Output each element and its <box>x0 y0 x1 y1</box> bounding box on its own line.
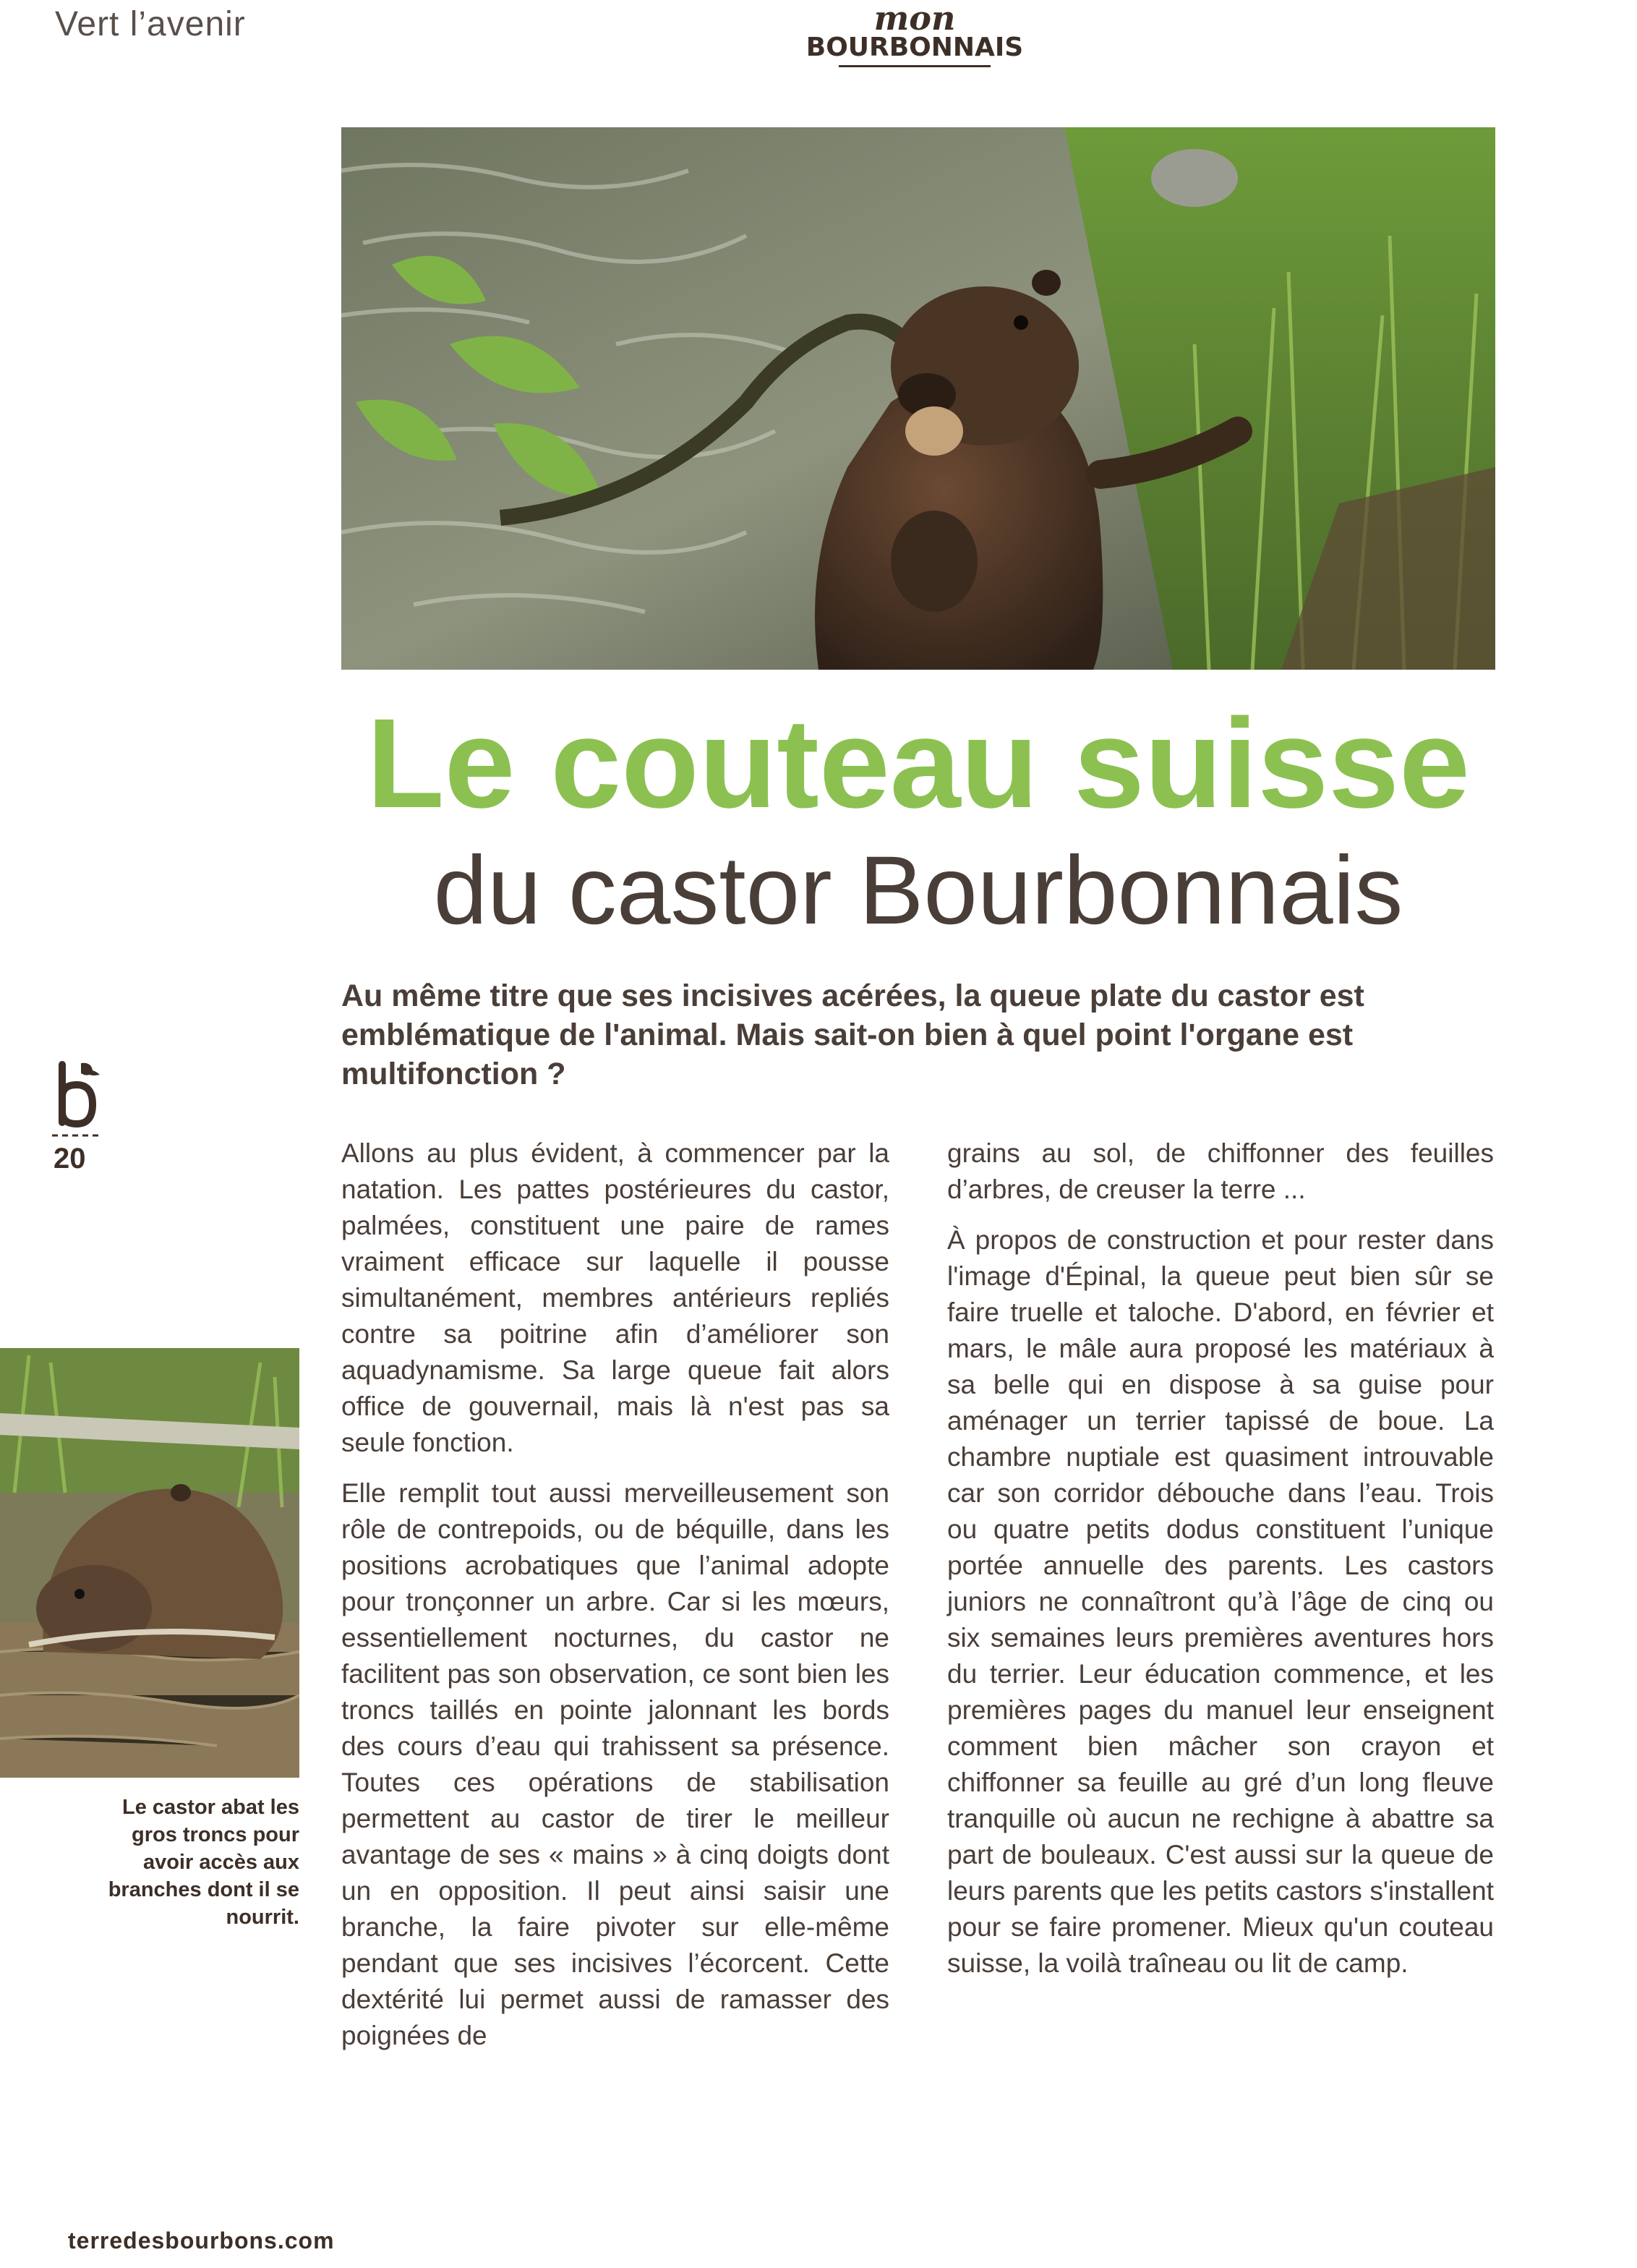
lead-paragraph: Au même titre que ses incisives acérées, la queue plate du castor est emblématique de l'animal. Mais sait-on bien à quel point l'organe est multifonction ? <box>341 979 1364 1091</box>
hero-beaver-illustration <box>341 127 1495 670</box>
body-paragraph: Allons au plus évident, à commencer par la natation. Les pattes postérieures du castor, palmées, constituent une paire de rames vraiment efficace sur laquelle il pousse simultanément, membres antérieurs repliés contre sa poitrine afin d’améliorer son aquadynamisme. Sa large queue fait alors office de gouvernail, mais là n'est pas sa seule fonction. <box>341 1138 889 1457</box>
magazine-logo <box>795 0 1034 67</box>
footer-website: terredesbourbons.com <box>68 2228 335 2254</box>
body-column-2 <box>947 1135 1494 1996</box>
section-label: Vert l’avenir <box>55 5 246 43</box>
brand-b-icon <box>48 1057 106 1137</box>
page-number: 20 <box>54 1143 86 1174</box>
body-paragraph: À propos de construction et pour rester dans l'image d'Épinal, la queue peut bien sûr se faire truelle et taloche. D'abord, en février et mars, le mâle aura proposé les matériaux à sa belle qui en dispose à sa guise pour aménager un terrier tapissé de boue. La chambre nuptiale est quasiment introuvable car son corridor débouche dans l’eau. Trois ou quatre petits dodus constituent l’unique portée annuelle des parents. Les castors juniors ne connaîtront qu’à l’âge de cinq ou six semaines leurs premières aventures hors du terrier. Leur éducation commence, et les premières pages du manuel leur enseignent comment bien mâcher son crayon et chiffonner sa feuille au gré d’un long fleuve tranquille où aucun ne rechigne à abattre sa part de bouleaux. C'est aussi sur la queue de leurs parents que les petits castors s'installent pour se faire promener. Mieux qu'un couteau suisse, la voilà traîneau ou lit de camp. <box>947 1225 1494 1978</box>
logo-bourbonnais: BOURBONNAIS <box>805 33 1024 62</box>
logo-mon: mon <box>873 0 956 38</box>
headline-main: Le couteau suisse <box>367 693 1470 835</box>
logo-underline <box>839 65 991 67</box>
body-paragraph: Elle remplit tout aussi merveilleusement son rôle de contrepoids, ou de béquille, dans les positions acrobatiques que l’animal adopte pour tronçonner un arbre. Car si les mœurs, essentiellement nocturnes, du castor ne facilitent pas son observation, ce sont bien les troncs taillés en pointe jalonnant les bords des cours d’eau qui trahissent sa présence. Toutes ces opérations de stabilisation permettent au castor de tirer le meilleur avantage de ses « mains » à cinq doigts dont un en opposition. Il peut ainsi saisir une branche, la faire pivoter sur elle-même pendant que ses incisives l’écorcent. Cette dextérité lui permet aussi de ramasser des poignées de <box>341 1478 889 2050</box>
hero-photo <box>341 127 1495 670</box>
headline-sub: du castor Bourbonnais <box>433 837 1403 945</box>
thumbnail-beaver-illustration <box>0 1348 299 1778</box>
photo-caption: Le castor abat les gros troncs pour avoir accès aux branches dont il se nourrit. <box>108 1796 299 1929</box>
body-paragraph: grains au sol, de chiffonner des feuilles d’arbres, de creuser la terre ... <box>947 1138 1494 1204</box>
body-column-1 <box>341 1135 889 2068</box>
thumbnail-photo <box>0 1348 299 1778</box>
